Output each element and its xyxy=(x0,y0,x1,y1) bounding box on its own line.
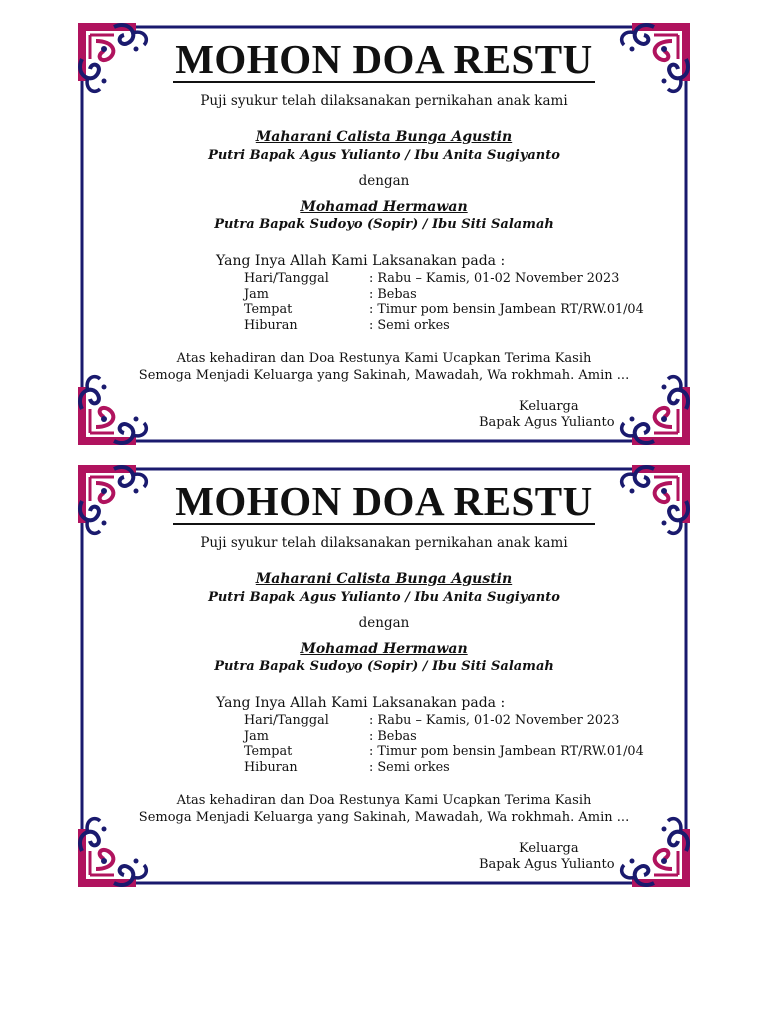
card-title: MOHON DOA RESTU xyxy=(175,36,593,82)
signature-name: Bapak Agus Yulianto xyxy=(479,415,615,430)
ornamental-frame xyxy=(74,461,694,891)
conjunction-text: dengan xyxy=(358,615,410,631)
card-title: MOHON DOA RESTU xyxy=(175,478,593,524)
intro-text: Puji syukur telah dilaksanakan pernikahan anak kami xyxy=(200,93,568,109)
signature-name: Bapak Agus Yulianto xyxy=(479,857,615,872)
signature-family: Keluarga xyxy=(519,841,579,856)
schedule-intro: Yang Inya Allah Kami Laksanakan pada : xyxy=(216,253,506,269)
invitation-card: MOHON DOA RESTU Puji syukur telah dilaksanakan pernikahan anak kami Maharani Calista Bunga Agustin Putri Bapak Agus Yulianto / Ibu Anita Sugiyanto dengan Mohamad Hermawan Putra Bapak Sudoyo (Sopir) / Ibu Siti Salamah Yang Inya Allah Kami Laksanakan pada : Hari/Tanggal : Rabu – Kamis, 01-02 November 2023 Jam : Bebas Tempat : Timur pom bensin Jambean RT/RW.01/04 Hiburan : Semi orkes Atas kehadiran dan Doa Restunya Kami Ucapkan Terima Kasih Semoga Menjadi Keluarga yang Sakinah, Mawadah, Wa rokhmah. Amin ... Keluarga Bapak Agus Yulianto xyxy=(74,19,694,449)
thanks-text: Atas kehadiran dan Doa Restunya Kami Ucapkan Terima Kasih xyxy=(176,351,592,366)
signature-family: Keluarga xyxy=(519,399,579,414)
bride-name: Maharani Calista Bunga Agustin xyxy=(255,129,513,145)
ornamental-frame xyxy=(74,19,694,449)
groom-parents: Putra Bapak Sudoyo (Sopir) / Ibu Siti Salamah xyxy=(214,217,554,232)
bride-parents: Putri Bapak Agus Yulianto / Ibu Anita Sugiyanto xyxy=(208,148,560,163)
intro-text: Puji syukur telah dilaksanakan pernikahan anak kami xyxy=(200,535,568,551)
bride-name: Maharani Calista Bunga Agustin xyxy=(255,571,513,587)
groom-name: Mohamad Hermawan xyxy=(300,641,468,657)
groom-name: Mohamad Hermawan xyxy=(300,199,468,215)
bride-parents: Putri Bapak Agus Yulianto / Ibu Anita Sugiyanto xyxy=(208,590,560,605)
groom-parents: Putra Bapak Sudoyo (Sopir) / Ibu Siti Salamah xyxy=(214,659,554,674)
invitation-card: MOHON DOA RESTU Puji syukur telah dilaksanakan pernikahan anak kami Maharani Calista Bunga Agustin Putri Bapak Agus Yulianto / Ibu Anita Sugiyanto dengan Mohamad Hermawan Putra Bapak Sudoyo (Sopir) / Ibu Siti Salamah Yang Inya Allah Kami Laksanakan pada : Hari/Tanggal : Rabu – Kamis, 01-02 November 2023 Jam : Bebas Tempat : Timur pom bensin Jambean RT/RW.01/04 Hiburan : Semi orkes Atas kehadiran dan Doa Restunya Kami Ucapkan Terima Kasih Semoga Menjadi Keluarga yang Sakinah, Mawadah, Wa rokhmah. Amin ... Keluarga Bapak Agus Yulianto xyxy=(74,461,694,891)
thanks-text: Atas kehadiran dan Doa Restunya Kami Ucapkan Terima Kasih xyxy=(176,793,592,808)
schedule-intro: Yang Inya Allah Kami Laksanakan pada : xyxy=(216,695,506,711)
conjunction-text: dengan xyxy=(358,173,410,189)
wish-text: Semoga Menjadi Keluarga yang Sakinah, Mawadah, Wa rokhmah. Amin ... xyxy=(138,368,630,383)
wish-text: Semoga Menjadi Keluarga yang Sakinah, Mawadah, Wa rokhmah. Amin ... xyxy=(138,810,630,825)
